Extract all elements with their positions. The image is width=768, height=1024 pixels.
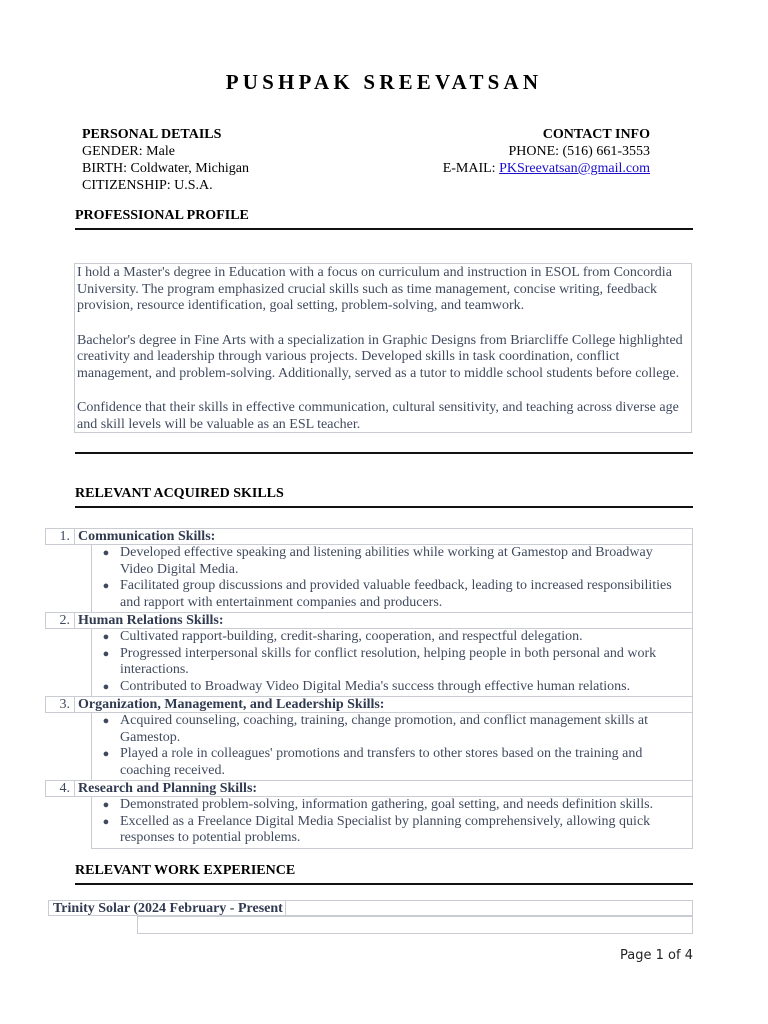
list-item <box>92 797 688 814</box>
bullet-icon: ● <box>102 748 110 760</box>
personal-details-heading: PERSONAL DETAILS <box>82 127 222 142</box>
skill-title: Human Relations Skills: <box>78 613 224 628</box>
profile-paragraph: Confidence that their skills in effective communication, cultural sensitivity, and teaching across diverse age and skill levels will be valuable as an ESL teacher. <box>77 400 679 432</box>
bullet-icon: ● <box>102 680 110 693</box>
list-item <box>92 713 688 746</box>
skill-bullets <box>91 544 693 613</box>
work-entry-title: Trinity Solar (2024 February - Present <box>53 901 286 916</box>
work-entry-detail-cell <box>137 916 693 934</box>
gender: GENDER: Male <box>82 144 175 159</box>
bullet-text: Progressed interpersonal skills for conflict resolution, helping people in both personal and work interactions. <box>120 645 657 677</box>
email-line <box>443 160 650 177</box>
bullet-text: Played a role in colleagues' promotions and transfers to other stores based on the training and coaching received. <box>120 746 643 778</box>
work-experience-heading: RELEVANT WORK EXPERIENCE <box>75 863 693 885</box>
skill-number: 4. <box>46 781 75 796</box>
profile-paragraph: I hold a Master's degree in Education with a focus on curriculum and instruction in ESOL from Concordia University. The program emphasized crucial skills such as time management, concise writing, feedback provision, resource identification, goal setting, problem-solving, and teamwork. <box>77 265 672 313</box>
bullet-text: Excelled as a Freelance Digital Media Specialist by planning comprehensively, allowing quick responses to potential problems. <box>120 813 651 845</box>
skill-row <box>45 528 693 545</box>
bullet-icon: ● <box>102 647 110 660</box>
skill-row <box>45 612 693 629</box>
email-link[interactable]: PKSreevatsan@gmail.com <box>499 161 650 176</box>
birth: BIRTH: Coldwater, Michigan <box>82 161 249 176</box>
divider <box>75 452 693 454</box>
bullet-text: Acquired counseling, coaching, training, change promotion, and conflict management skills at Gamestop. <box>120 713 648 745</box>
skills-heading: RELEVANT ACQUIRED SKILLS <box>75 486 693 508</box>
skill-bullets <box>91 628 693 697</box>
bullet-text: Contributed to Broadway Video Digital Media's success through effective human relations. <box>120 678 631 694</box>
skill-number: 3. <box>46 697 75 712</box>
skill-bullets <box>91 712 693 781</box>
bullet-icon: ● <box>102 547 110 559</box>
skill-bullets <box>91 796 693 849</box>
profile-paragraph: Bachelor's degree in Fine Arts with a specialization in Graphic Designs from Briarcliffe College highlighted creativity and leadership through various projects. Developed skills in task coordination, conflict management, and problem-solving. Additionally, served as a tutor to middle school students before college. <box>77 332 683 381</box>
work-entry <box>48 900 693 916</box>
list-item <box>92 578 688 611</box>
skills-table <box>45 529 693 849</box>
contact-info <box>443 126 650 177</box>
list-item <box>92 646 688 679</box>
skill-title: Communication Skills: <box>78 529 216 544</box>
email-label: E-MAIL: <box>442 161 500 176</box>
profile-box <box>74 263 692 433</box>
bullet-text: Developed effective speaking and listening abilities while working at Gamestop and Broadway Video Digital Media. <box>120 545 653 577</box>
bullet-icon: ● <box>102 580 110 592</box>
skill-number: 2. <box>46 613 75 628</box>
bullet-text: Facilitated group discussions and provided valuable feedback, leading to increased responsibilities and rapport with entertainment companies and producers. <box>120 578 672 610</box>
bullet-icon: ● <box>102 799 110 811</box>
bullet-icon: ● <box>102 631 110 643</box>
bullet-text: Cultivated rapport-building, credit-sharing, cooperation, and respectful delegation. <box>120 629 583 644</box>
list-item <box>92 746 688 779</box>
resume-name: PUSHPAK SREEVATSAN <box>225 70 543 94</box>
skill-title: Organization, Management, and Leadership Skills: <box>78 697 385 712</box>
list-item <box>92 814 688 847</box>
skill-number: 1. <box>46 529 75 544</box>
bullet-icon: ● <box>102 815 110 828</box>
citizenship: CITIZENSHIP: U.S.A. <box>82 178 213 193</box>
bullet-text: Demonstrated problem-solving, information gathering, goal setting, and needs definition skills. <box>120 797 654 812</box>
skill-row <box>45 696 693 713</box>
professional-profile-heading: PROFESSIONAL PROFILE <box>75 208 693 230</box>
page-number: Page 1 of 4 <box>620 948 693 963</box>
phone: PHONE: (516) 661-3553 <box>508 144 650 159</box>
list-item <box>92 545 688 578</box>
list-item <box>92 629 688 646</box>
bullet-icon: ● <box>102 715 110 727</box>
contact-info-heading: CONTACT INFO <box>542 127 650 142</box>
skill-row <box>45 780 693 797</box>
personal-details <box>82 126 249 194</box>
skill-title: Research and Planning Skills: <box>78 781 258 796</box>
list-item <box>92 679 688 696</box>
